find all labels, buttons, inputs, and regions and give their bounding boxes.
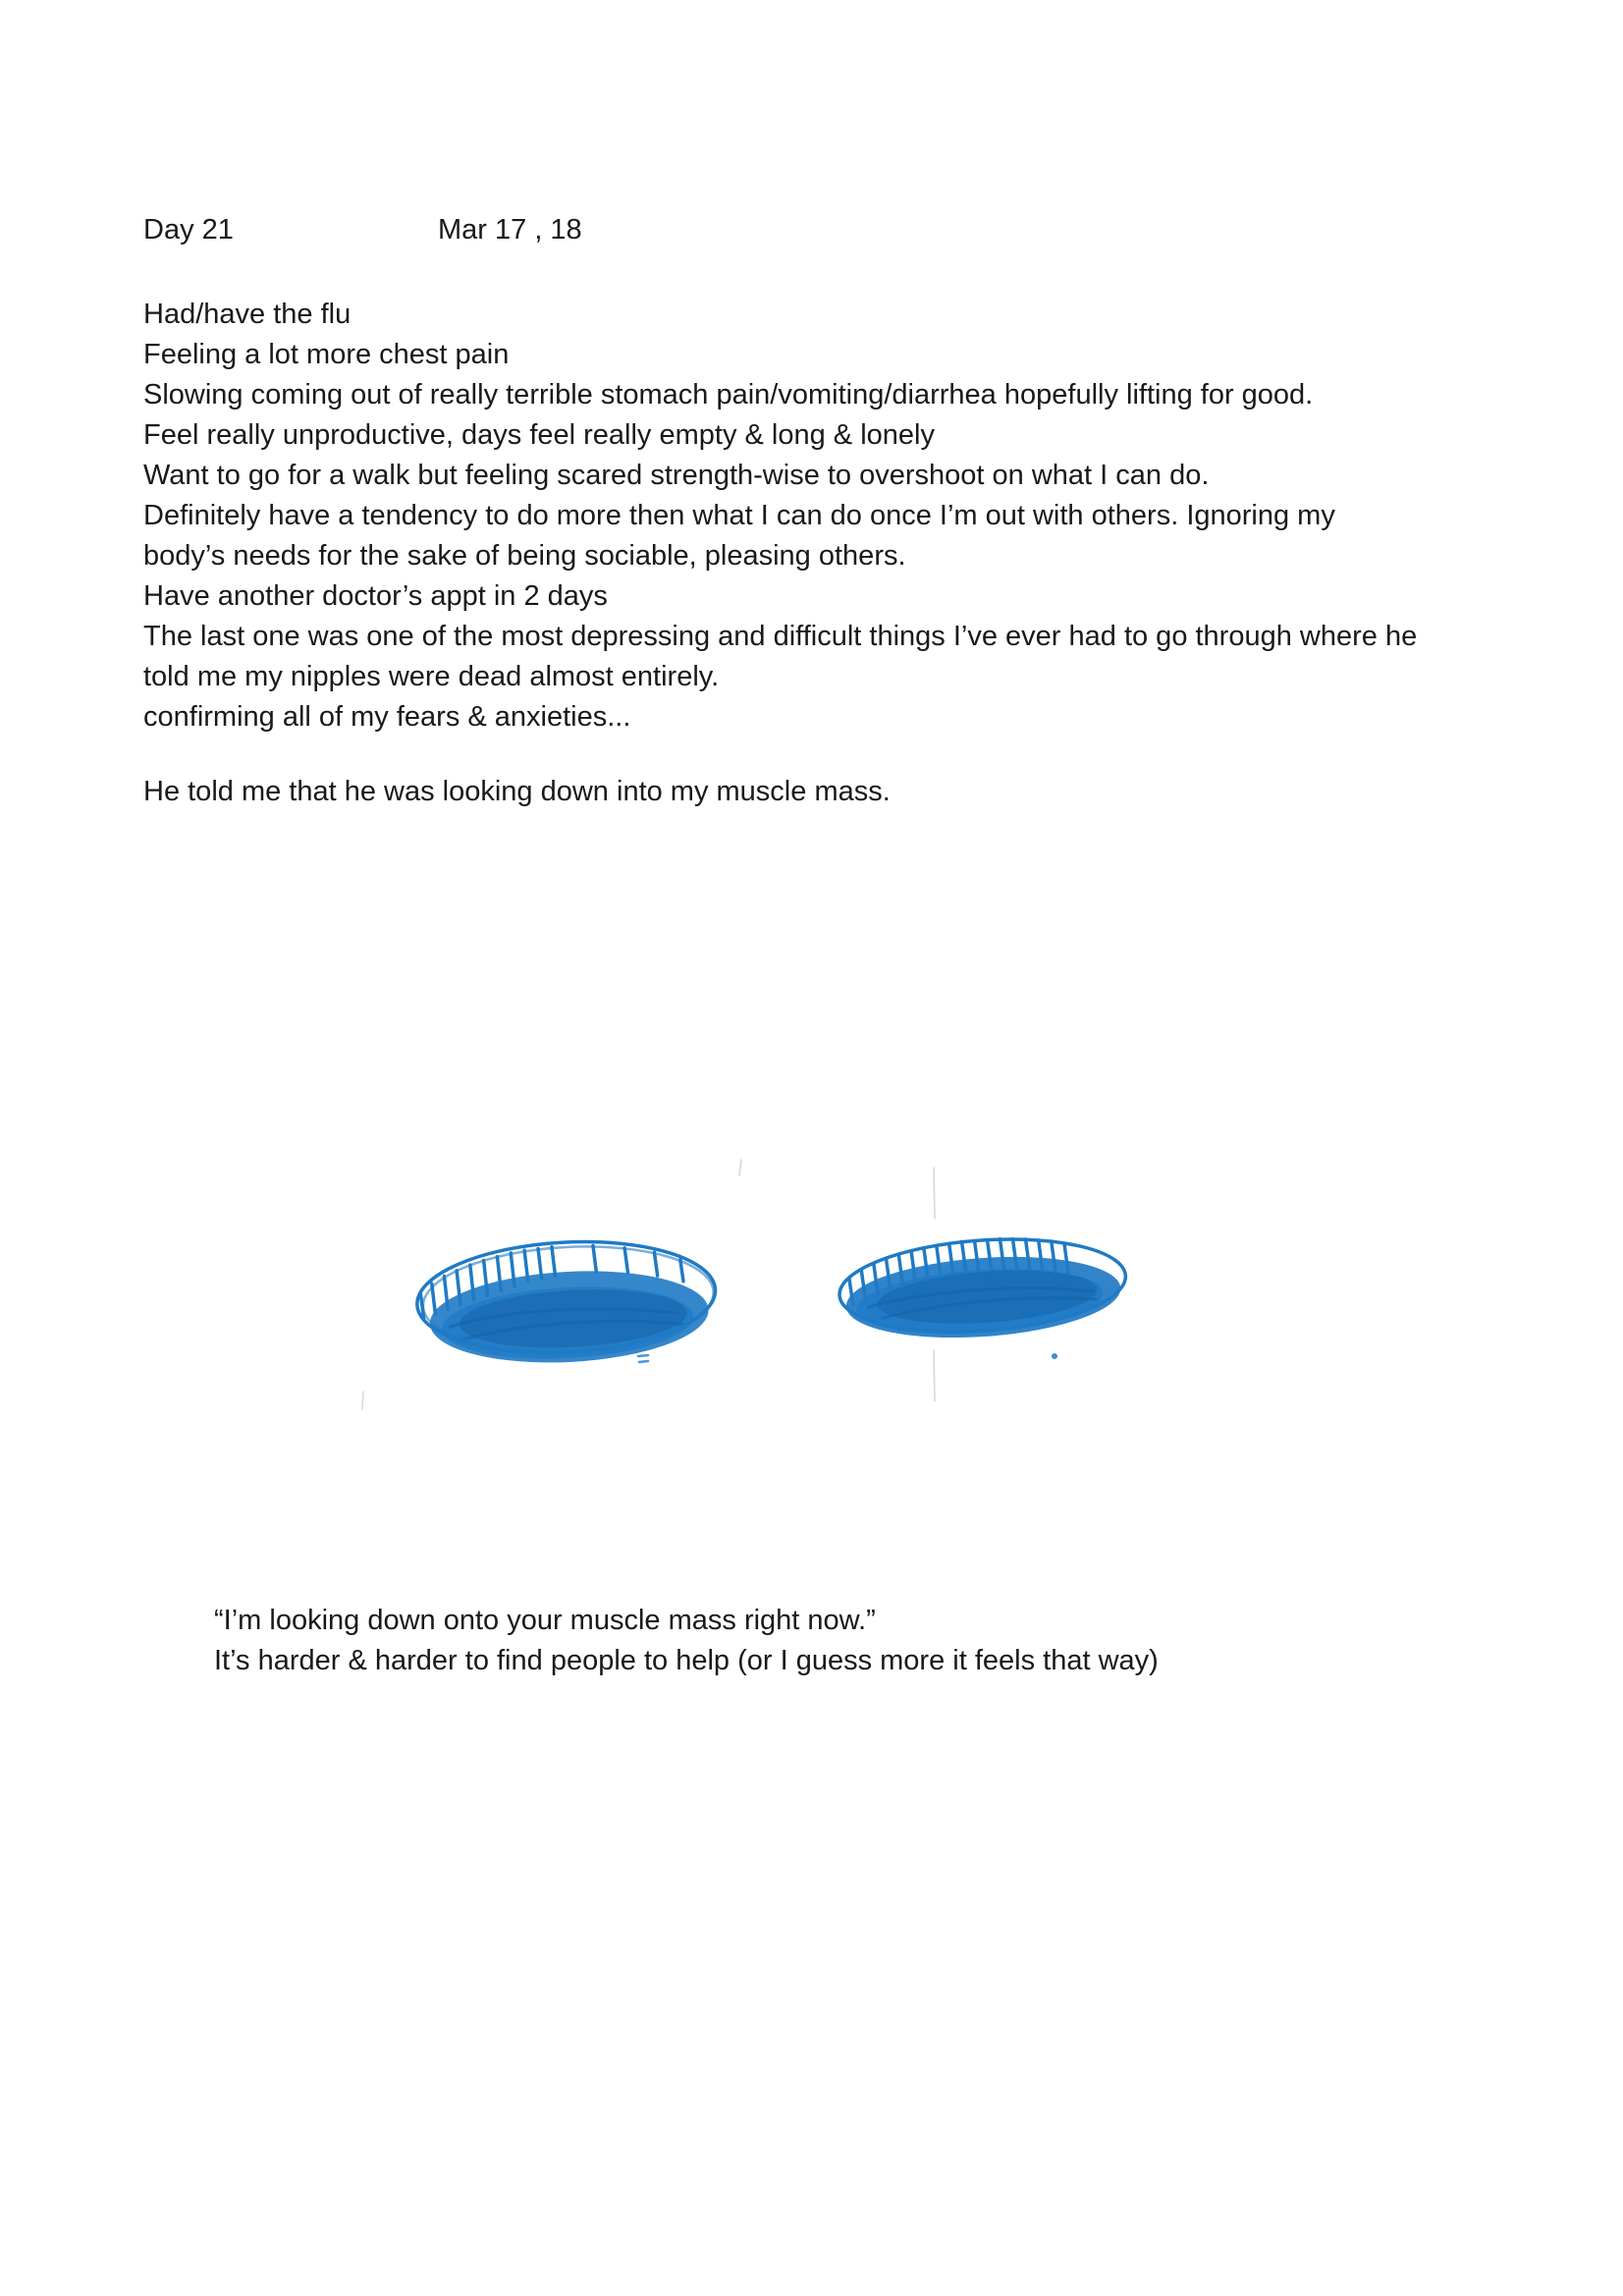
journal-text — [143, 295, 1557, 738]
journal-line: The last one was one of the most depressing and difficult things I’ve ever had to go through where he — [143, 621, 1418, 652]
journal-line: Feel really unproductive, days feel really empty & long & lonely — [143, 419, 935, 451]
day-label: Day 21 — [143, 214, 234, 246]
stray-mark — [638, 1355, 648, 1362]
right-disc-sketch — [837, 1230, 1129, 1346]
journal-line: told me my nipples were dead almost entirely. — [143, 661, 720, 692]
journal-line: body’s needs for the sake of being sociable, pleasing others. — [143, 540, 906, 572]
journal-line: Had/have the flu — [143, 299, 352, 330]
journal-line-standalone: He told me that he was looking down into my muscle mass. — [143, 776, 891, 807]
stray-mark — [934, 1168, 935, 1219]
quote-line: It’s harder & harder to find people to help (or I guess more it feels that way) — [214, 1645, 1159, 1676]
journal-line: Feeling a lot more chest pain — [143, 339, 510, 370]
stray-mark — [934, 1350, 935, 1401]
muscle-mass-sketch — [334, 1154, 1217, 1449]
stray-mark — [362, 1392, 363, 1409]
journal-line: Have another doctor’s appt in 2 days — [143, 580, 608, 612]
journal-line: Definitely have a tendency to do more then what I can do once I’m out with others. Ignoring my — [143, 500, 1335, 531]
header — [143, 214, 1518, 246]
quote-block — [214, 1601, 1490, 1681]
date-label: Mar 17 , 18 — [438, 214, 582, 246]
journal-line: confirming all of my fears & anxieties... — [143, 701, 631, 733]
journal-line: Want to go for a walk but feeling scared strength-wise to overshoot on what I can do. — [143, 460, 1210, 491]
quote-line: “I’m looking down onto your muscle mass right now.” — [214, 1605, 876, 1636]
left-disc-sketch — [414, 1234, 719, 1370]
stray-mark — [739, 1160, 741, 1175]
stray-dot — [1052, 1353, 1057, 1359]
journal-line: Slowing coming out of really terrible stomach pain/vomiting/diarrhea hopefully lifting for good. — [143, 379, 1314, 410]
